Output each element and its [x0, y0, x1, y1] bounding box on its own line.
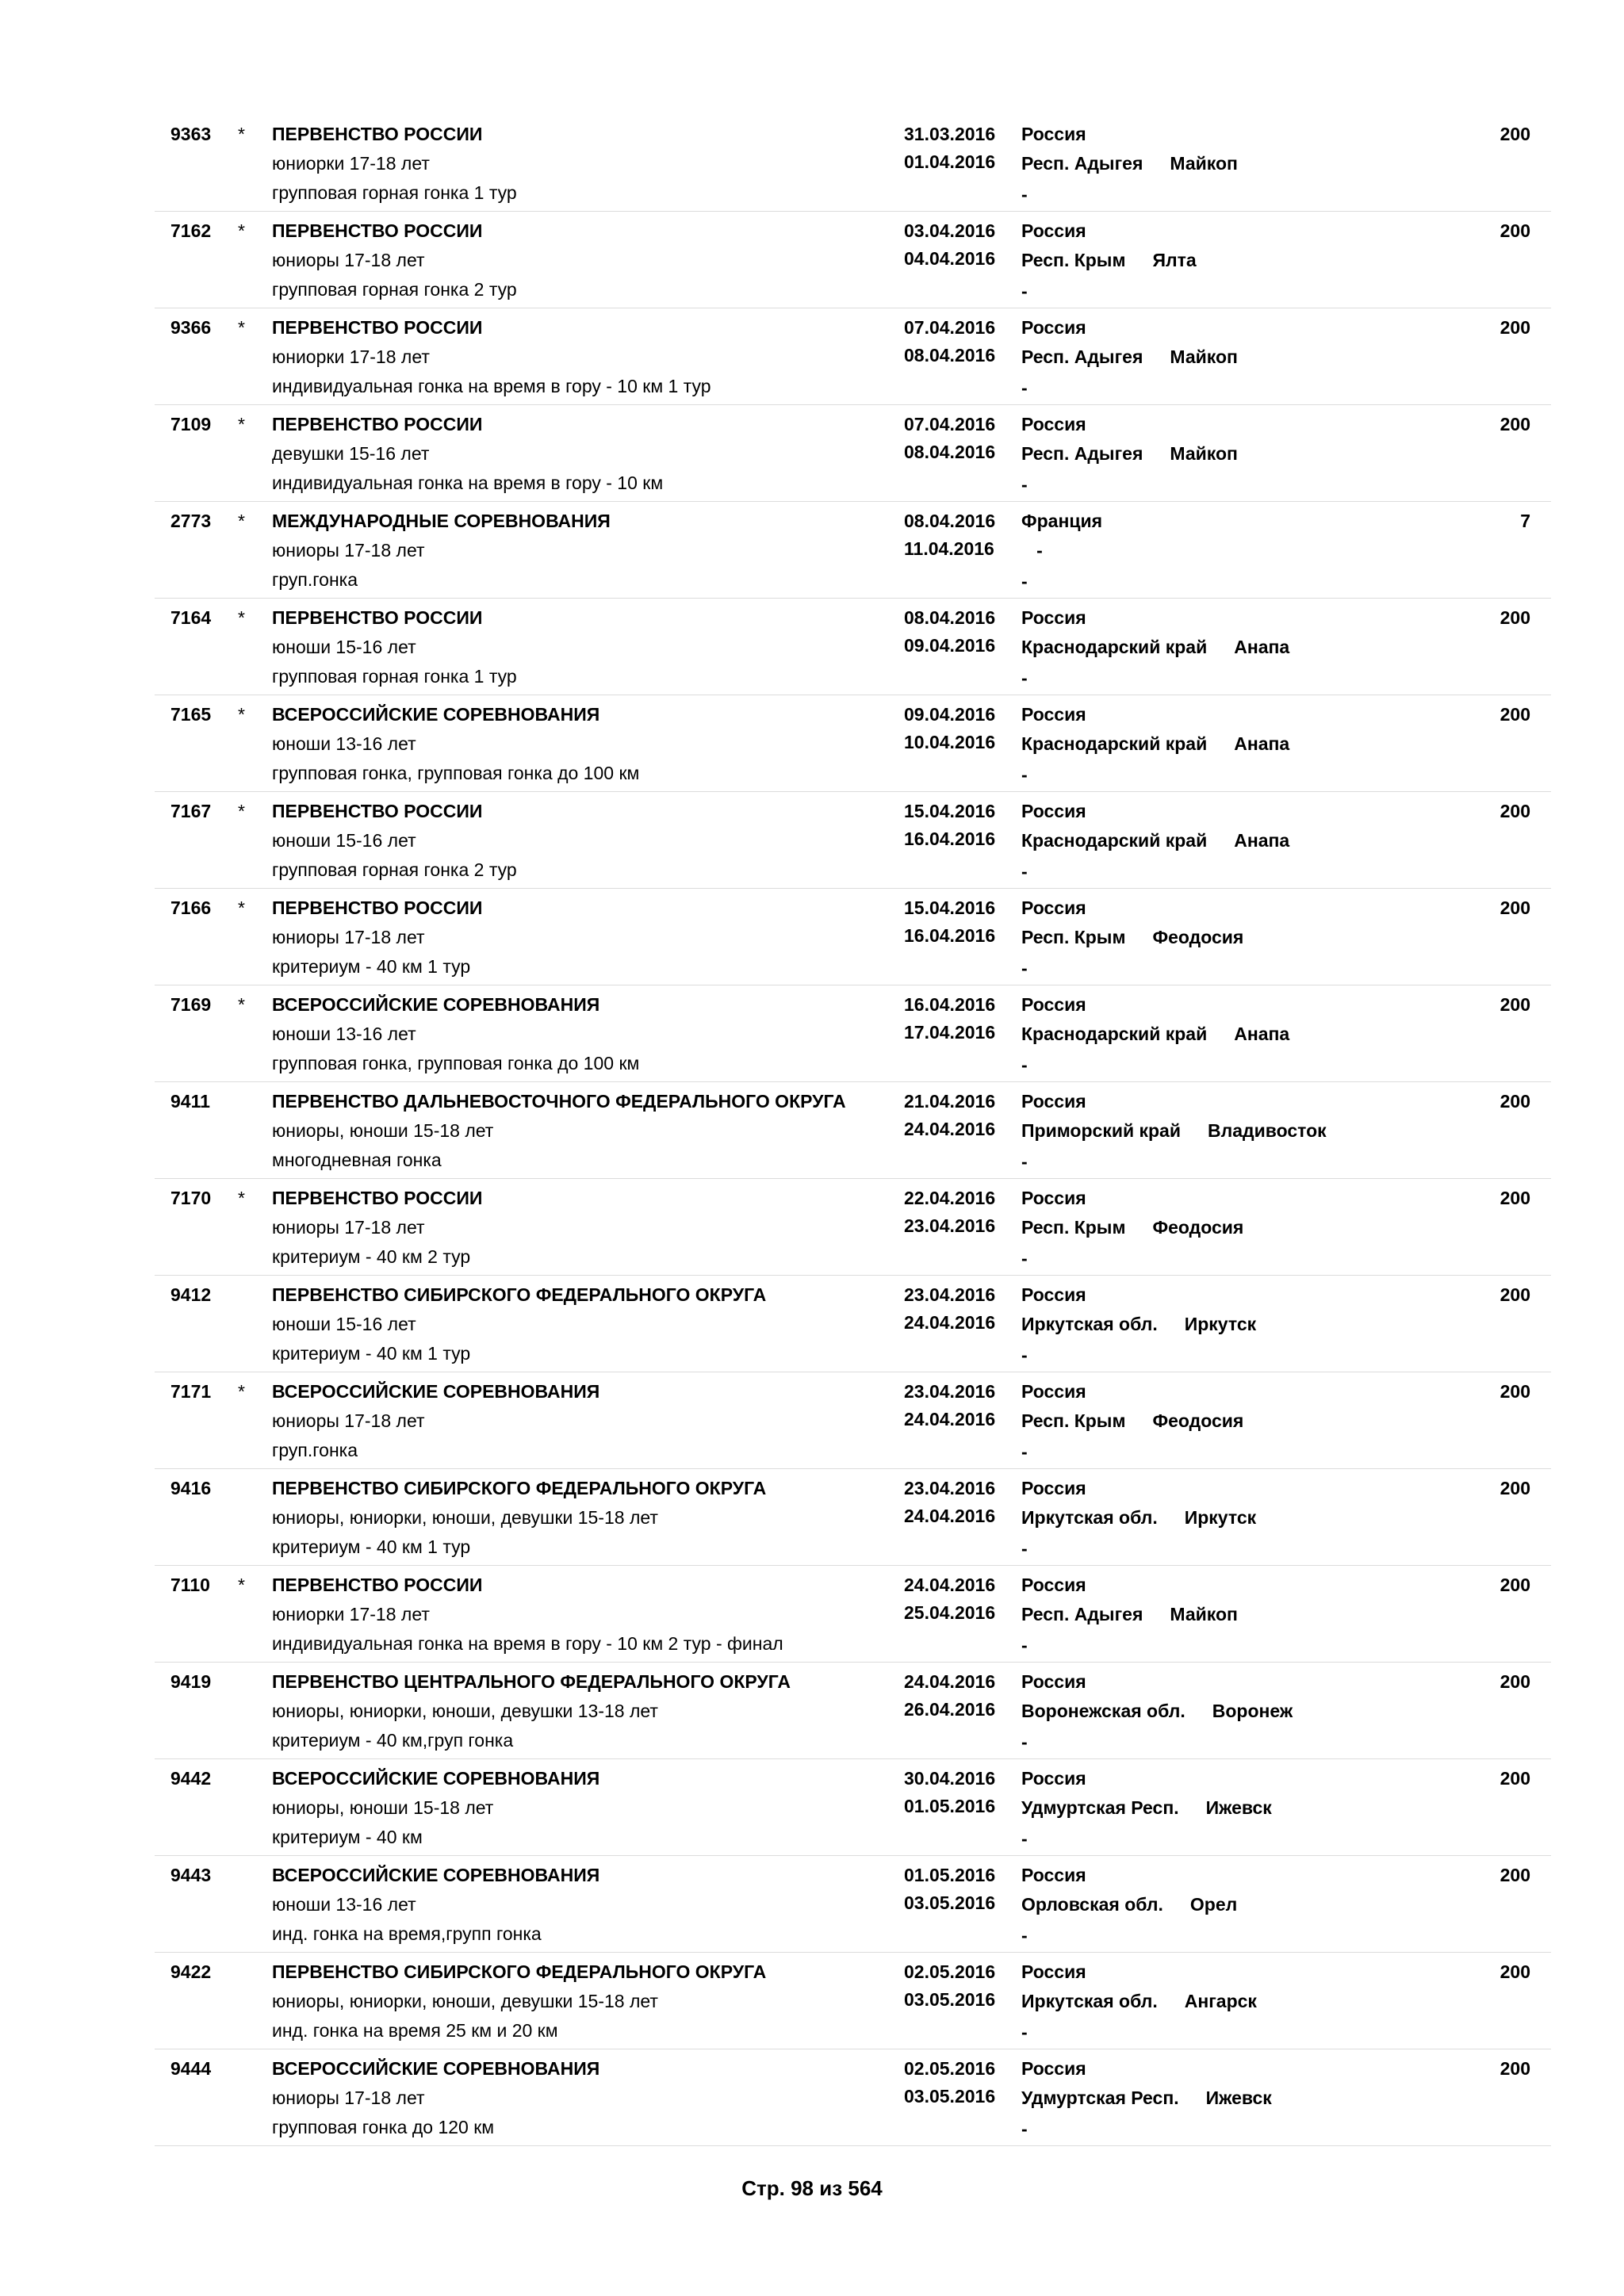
dash-placeholder: - [1021, 1248, 1028, 1269]
country: Россия [1021, 1768, 1086, 1789]
date-end: 01.04.2016 [904, 151, 996, 172]
region: Краснодарский край [1021, 637, 1208, 657]
location [1021, 729, 1289, 759]
discipline: индивидуальная гонка на время в гору - 10 км 1 тур [272, 376, 711, 396]
dash-placeholder: - [1021, 2118, 1028, 2139]
event-code: 9444 [170, 2058, 212, 2079]
country: Россия [1021, 2058, 1086, 2079]
participant-count: 200 [1500, 1865, 1530, 1885]
event-list [0, 115, 1624, 2146]
age-group: юниоры, юноши 15-18 лет [272, 1120, 494, 1141]
list-item [0, 1856, 1624, 1953]
city: Ялта [1152, 250, 1197, 270]
city: Майкоп [1170, 443, 1238, 464]
region: Приморский край [1021, 1120, 1181, 1141]
event-code: 7166 [170, 897, 212, 918]
date-start: 30.04.2016 [904, 1768, 996, 1789]
city: Иркутск [1184, 1507, 1257, 1528]
date-end: 08.04.2016 [904, 345, 996, 365]
date-end: 10.04.2016 [904, 732, 996, 752]
country: Россия [1021, 1091, 1086, 1112]
region: Краснодарский край [1021, 830, 1208, 851]
event-title: ВСЕРОССИЙСКИЕ СОРЕВНОВАНИЯ [272, 1865, 600, 1885]
location [1021, 1697, 1293, 1726]
date-start: 23.04.2016 [904, 1478, 996, 1498]
dash-placeholder: - [1021, 1054, 1028, 1075]
city: Феодосия [1152, 927, 1244, 947]
event-title: ВСЕРОССИЙСКИЕ СОРЕВНОВАНИЯ [272, 994, 600, 1015]
location [1021, 439, 1238, 469]
date-start: 15.04.2016 [904, 801, 996, 821]
list-item [0, 599, 1624, 695]
country: Россия [1021, 607, 1086, 628]
participant-count: 200 [1500, 124, 1530, 144]
dash-placeholder: - [1021, 1635, 1028, 1655]
date-end: 03.05.2016 [904, 1892, 996, 1913]
list-item [0, 792, 1624, 889]
participant-count: 200 [1500, 2058, 1530, 2079]
region: Иркутская обл. [1021, 1991, 1158, 2011]
participant-count: 200 [1500, 414, 1530, 434]
region: Респ. Адыгея [1021, 1604, 1143, 1624]
event-title: ПЕРВЕНСТВО ДАЛЬНЕВОСТОЧНОГО ФЕДЕРАЛЬНОГО ОКРУГА [272, 1091, 846, 1112]
date-start: 15.04.2016 [904, 897, 996, 918]
discipline: инд. гонка на время,групп гонка [272, 1923, 542, 1944]
age-group: юниорки 17-18 лет [272, 346, 430, 367]
discipline: групповая гонка до 120 км [272, 2117, 495, 2137]
country: Франция [1021, 511, 1103, 531]
age-group: юниоры, юниорки, юноши, девушки 15-18 лет [272, 1507, 658, 1528]
region: Иркутская обл. [1021, 1314, 1158, 1334]
region: Удмуртская Респ. [1021, 2087, 1179, 2108]
participant-count: 200 [1500, 994, 1530, 1015]
date-end: 24.04.2016 [904, 1409, 996, 1429]
discipline: критериум - 40 км,груп гонка [272, 1730, 514, 1751]
city: Иркутск [1184, 1314, 1257, 1334]
event-title: ПЕРВЕНСТВО СИБИРСКОГО ФЕДЕРАЛЬНОГО ОКРУГА [272, 1961, 767, 1982]
country: Россия [1021, 994, 1086, 1015]
event-code: 7109 [170, 414, 212, 434]
region: Иркутская обл. [1021, 1507, 1158, 1528]
star-marker: * [238, 220, 245, 241]
country: Россия [1021, 1478, 1086, 1498]
dash-placeholder: - [1021, 668, 1028, 688]
city: Ангарск [1184, 1991, 1257, 2011]
date-start: 02.05.2016 [904, 1961, 996, 1982]
dash-placeholder: - [1021, 377, 1028, 398]
list-item [0, 889, 1624, 985]
dash-placeholder: - [1021, 958, 1028, 978]
city: Анапа [1234, 637, 1290, 657]
dash-placeholder: - [1021, 571, 1028, 591]
list-item [0, 1276, 1624, 1372]
date-end: 25.04.2016 [904, 1602, 996, 1623]
discipline: групповая горная гонка 1 тур [272, 182, 517, 203]
list-item [0, 1759, 1624, 1856]
event-title: ПЕРВЕНСТВО ЦЕНТРАЛЬНОГО ФЕДЕРАЛЬНОГО ОКРУГА [272, 1671, 791, 1692]
dash-placeholder: - [1021, 474, 1028, 495]
date-start: 31.03.2016 [904, 124, 996, 144]
list-item [0, 1179, 1624, 1276]
region: Респ. Адыгея [1021, 443, 1143, 464]
event-title: ПЕРВЕНСТВО СИБИРСКОГО ФЕДЕРАЛЬНОГО ОКРУГА [272, 1478, 767, 1498]
location [1021, 1890, 1237, 1919]
participant-count: 200 [1500, 1575, 1530, 1595]
discipline: групповая горная гонка 2 тур [272, 279, 517, 300]
participant-count: 200 [1500, 1091, 1530, 1112]
participant-count: 200 [1500, 1671, 1530, 1692]
city: Анапа [1234, 830, 1290, 851]
event-code: 2773 [170, 511, 212, 531]
event-title: МЕЖДУНАРОДНЫЕ СОРЕВНОВАНИЯ [272, 511, 611, 531]
country: Россия [1021, 1865, 1086, 1885]
discipline: критериум - 40 км 1 тур [272, 956, 471, 977]
date-end: 09.04.2016 [904, 635, 996, 656]
age-group: юноши 15-16 лет [272, 830, 416, 851]
country: Россия [1021, 704, 1086, 725]
city: Орел [1189, 1894, 1238, 1915]
age-group: юниорки 17-18 лет [272, 1604, 430, 1624]
date-end: 01.05.2016 [904, 1796, 996, 1816]
location [1021, 1600, 1238, 1629]
event-title: ПЕРВЕНСТВО РОССИИ [272, 801, 483, 821]
event-code: 7164 [170, 607, 212, 628]
date-end: 26.04.2016 [904, 1699, 996, 1720]
location [1021, 923, 1243, 952]
country: Россия [1021, 801, 1086, 821]
date-end: 03.05.2016 [904, 2086, 996, 2107]
country: Россия [1021, 1575, 1086, 1595]
date-start: 08.04.2016 [904, 607, 996, 628]
city: Анапа [1234, 1024, 1290, 1044]
participant-count: 7 [1520, 511, 1530, 531]
location [1021, 149, 1238, 178]
star-marker: * [238, 414, 245, 434]
age-group: юниоры, юноши 15-18 лет [272, 1797, 494, 1818]
location [1021, 1213, 1243, 1242]
list-item [0, 115, 1624, 212]
discipline: груп.гонка [272, 1440, 358, 1460]
country: Россия [1021, 220, 1086, 241]
participant-count: 200 [1500, 220, 1530, 241]
country: Россия [1021, 1381, 1086, 1402]
discipline: групповая гонка, групповая гонка до 100 км [272, 763, 640, 783]
location [1021, 1020, 1289, 1049]
date-start: 24.04.2016 [904, 1575, 996, 1595]
star-marker: * [238, 1575, 245, 1595]
star-marker: * [238, 897, 245, 918]
event-code: 9419 [170, 1671, 212, 1692]
star-marker: * [238, 511, 245, 531]
dash-placeholder: - [1021, 281, 1028, 301]
list-item [0, 1953, 1624, 2049]
date-start: 07.04.2016 [904, 414, 996, 434]
city: Ижевск [1205, 1797, 1272, 1818]
age-group: юноши 13-16 лет [272, 1894, 416, 1915]
list-item [0, 2049, 1624, 2146]
city: Феодосия [1152, 1217, 1244, 1238]
date-end: 24.04.2016 [904, 1119, 996, 1139]
participant-count: 200 [1500, 1188, 1530, 1208]
event-code: 9422 [170, 1961, 212, 1982]
date-start: 02.05.2016 [904, 2058, 996, 2079]
event-title: ПЕРВЕНСТВО РОССИИ [272, 124, 483, 144]
discipline: груп.гонка [272, 569, 358, 590]
event-title: ПЕРВЕНСТВО РОССИИ [272, 897, 483, 918]
region: Краснодарский край [1021, 1024, 1208, 1044]
event-code: 9411 [170, 1091, 210, 1112]
list-item [0, 212, 1624, 308]
age-group: юниоры, юниорки, юноши, девушки 13-18 лет [272, 1701, 658, 1721]
region: Респ. Крым [1021, 1410, 1126, 1431]
dash-placeholder: - [1021, 1925, 1028, 1946]
dash-placeholder: - [1021, 1732, 1028, 1752]
date-end: 16.04.2016 [904, 925, 996, 946]
location [1021, 826, 1289, 855]
star-marker: * [238, 704, 245, 725]
dash-placeholder: - [1021, 861, 1028, 882]
date-start: 22.04.2016 [904, 1188, 996, 1208]
country: Россия [1021, 1961, 1086, 1982]
age-group: девушки 15-16 лет [272, 443, 430, 464]
location [1021, 536, 1070, 565]
date-start: 08.04.2016 [904, 511, 996, 531]
event-title: ПЕРВЕНСТВО РОССИИ [272, 317, 483, 338]
region: Респ. Адыгея [1021, 346, 1143, 367]
participant-count: 200 [1500, 607, 1530, 628]
participant-count: 200 [1500, 704, 1530, 725]
region: Респ. Крым [1021, 927, 1126, 947]
age-group: юниоры 17-18 лет [272, 1217, 425, 1238]
event-code: 7170 [170, 1188, 212, 1208]
star-marker: * [238, 801, 245, 821]
city: Ижевск [1205, 2087, 1272, 2108]
event-code: 7165 [170, 704, 212, 725]
list-item [0, 1082, 1624, 1179]
region: Орловская обл. [1021, 1894, 1163, 1915]
age-group: юниоры 17-18 лет [272, 1410, 425, 1431]
star-marker: * [238, 124, 245, 144]
page-footer: Стр. 98 из 564 [741, 2176, 883, 2200]
event-title: ВСЕРОССИЙСКИЕ СОРЕВНОВАНИЯ [272, 2058, 600, 2079]
dash-placeholder: - [1021, 764, 1028, 785]
participant-count: 200 [1500, 317, 1530, 338]
list-item [0, 308, 1624, 405]
region: - [1021, 540, 1043, 561]
date-start: 23.04.2016 [904, 1284, 996, 1305]
location [1021, 1406, 1243, 1436]
age-group: юноши 15-16 лет [272, 1314, 416, 1334]
date-start: 21.04.2016 [904, 1091, 996, 1112]
list-item [0, 1469, 1624, 1566]
date-end: 04.04.2016 [904, 248, 996, 269]
participant-count: 200 [1500, 801, 1530, 821]
age-group: юноши 15-16 лет [272, 637, 416, 657]
city: Анапа [1234, 733, 1290, 754]
date-end: 17.04.2016 [904, 1022, 996, 1043]
participant-count: 200 [1500, 1284, 1530, 1305]
event-title: ВСЕРОССИЙСКИЕ СОРЕВНОВАНИЯ [272, 704, 600, 725]
date-start: 07.04.2016 [904, 317, 996, 338]
event-code: 7162 [170, 220, 212, 241]
city: Майкоп [1170, 153, 1238, 174]
city: Майкоп [1170, 346, 1238, 367]
date-start: 03.04.2016 [904, 220, 996, 241]
date-end: 08.04.2016 [904, 442, 996, 462]
region: Удмуртская Респ. [1021, 1797, 1179, 1818]
date-end: 23.04.2016 [904, 1215, 996, 1236]
discipline: инд. гонка на время 25 км и 20 км [272, 2020, 558, 2041]
date-end: 03.05.2016 [904, 1989, 996, 2010]
location [1021, 633, 1289, 662]
city: Владивосток [1208, 1120, 1327, 1141]
participant-count: 200 [1500, 1768, 1530, 1789]
age-group: юниоры 17-18 лет [272, 927, 425, 947]
star-marker: * [238, 1188, 245, 1208]
event-code: 9442 [170, 1768, 212, 1789]
date-end: 16.04.2016 [904, 828, 996, 849]
dash-placeholder: - [1021, 1828, 1028, 1849]
event-title: ПЕРВЕНСТВО РОССИИ [272, 220, 483, 241]
dash-placeholder: - [1021, 184, 1028, 205]
discipline: групповая горная гонка 1 тур [272, 666, 517, 687]
event-title: ПЕРВЕНСТВО СИБИРСКОГО ФЕДЕРАЛЬНОГО ОКРУГА [272, 1284, 767, 1305]
star-marker: * [238, 607, 245, 628]
list-item [0, 405, 1624, 502]
age-group: юниоры 17-18 лет [272, 250, 425, 270]
country: Россия [1021, 317, 1086, 338]
list-item [0, 1663, 1624, 1759]
region: Краснодарский край [1021, 733, 1208, 754]
discipline: групповая горная гонка 2 тур [272, 859, 517, 880]
event-title: ВСЕРОССИЙСКИЕ СОРЕВНОВАНИЯ [272, 1381, 600, 1402]
country: Россия [1021, 1671, 1086, 1692]
region: Респ. Крым [1021, 1217, 1126, 1238]
country: Россия [1021, 1188, 1086, 1208]
location [1021, 1987, 1257, 2016]
star-marker: * [238, 994, 245, 1015]
event-code: 7169 [170, 994, 212, 1015]
participant-count: 200 [1500, 1961, 1530, 1982]
date-end: 24.04.2016 [904, 1312, 996, 1333]
discipline: индивидуальная гонка на время в гору - 10 км [272, 473, 664, 493]
star-marker: * [238, 1381, 245, 1402]
location [1021, 1503, 1256, 1533]
age-group: юниоры, юниорки, юноши, девушки 15-18 лет [272, 1991, 658, 2011]
list-item [0, 695, 1624, 792]
participant-count: 200 [1500, 1478, 1530, 1498]
country: Россия [1021, 124, 1086, 144]
location [1021, 1793, 1272, 1823]
date-end: 11.04.2016 [904, 538, 994, 559]
event-title: ПЕРВЕНСТВО РОССИИ [272, 607, 483, 628]
dash-placeholder: - [1021, 2022, 1028, 2042]
star-marker: * [238, 317, 245, 338]
age-group: юниоры 17-18 лет [272, 540, 425, 561]
event-code: 9416 [170, 1478, 212, 1498]
list-item [0, 502, 1624, 599]
dash-placeholder: - [1021, 1538, 1028, 1559]
age-group: юниоры 17-18 лет [272, 2087, 425, 2108]
region: Воронежская обл. [1021, 1701, 1185, 1721]
dash-placeholder: - [1021, 1441, 1028, 1462]
location [1021, 1310, 1256, 1339]
event-code: 7110 [170, 1575, 210, 1595]
age-group: юноши 13-16 лет [272, 733, 416, 754]
date-start: 23.04.2016 [904, 1381, 996, 1402]
location [1021, 342, 1238, 372]
event-code: 7171 [170, 1381, 212, 1402]
dash-placeholder: - [1021, 1151, 1028, 1172]
country: Россия [1021, 897, 1086, 918]
date-start: 24.04.2016 [904, 1671, 996, 1692]
country: Россия [1021, 414, 1086, 434]
dash-placeholder: - [1021, 1345, 1028, 1365]
list-item [0, 985, 1624, 1082]
event-title: ПЕРВЕНСТВО РОССИИ [272, 1575, 483, 1595]
event-code: 9363 [170, 124, 212, 144]
event-code: 9412 [170, 1284, 212, 1305]
discipline: критериум - 40 км 1 тур [272, 1343, 471, 1364]
country: Россия [1021, 1284, 1086, 1305]
discipline: групповая гонка, групповая гонка до 100 км [272, 1053, 640, 1073]
event-code: 7167 [170, 801, 212, 821]
region: Респ. Крым [1021, 250, 1126, 270]
date-start: 01.05.2016 [904, 1865, 996, 1885]
city: Феодосия [1152, 1410, 1244, 1431]
event-title: ПЕРВЕНСТВО РОССИИ [272, 414, 483, 434]
discipline: индивидуальная гонка на время в гору - 10 км 2 тур - финал [272, 1633, 783, 1654]
location [1021, 246, 1197, 275]
participant-count: 200 [1500, 897, 1530, 918]
city: Воронеж [1212, 1701, 1293, 1721]
location [1021, 2084, 1272, 2113]
participant-count: 200 [1500, 1381, 1530, 1402]
date-start: 16.04.2016 [904, 994, 996, 1015]
event-title: ВСЕРОССИЙСКИЕ СОРЕВНОВАНИЯ [272, 1768, 600, 1789]
list-item [0, 1566, 1624, 1663]
date-start: 09.04.2016 [904, 704, 996, 725]
region: Респ. Адыгея [1021, 153, 1143, 174]
location [1021, 1116, 1327, 1146]
list-item [0, 1372, 1624, 1469]
event-code: 9443 [170, 1865, 212, 1885]
city: Майкоп [1170, 1604, 1238, 1624]
discipline: критериум - 40 км 2 тур [272, 1246, 471, 1267]
date-end: 24.04.2016 [904, 1506, 996, 1526]
age-group: юноши 13-16 лет [272, 1024, 416, 1044]
event-title: ПЕРВЕНСТВО РОССИИ [272, 1188, 483, 1208]
discipline: многодневная гонка [272, 1150, 442, 1170]
age-group: юниорки 17-18 лет [272, 153, 430, 174]
event-code: 9366 [170, 317, 212, 338]
discipline: критериум - 40 км 1 тур [272, 1536, 471, 1557]
discipline: критериум - 40 км [272, 1827, 423, 1847]
